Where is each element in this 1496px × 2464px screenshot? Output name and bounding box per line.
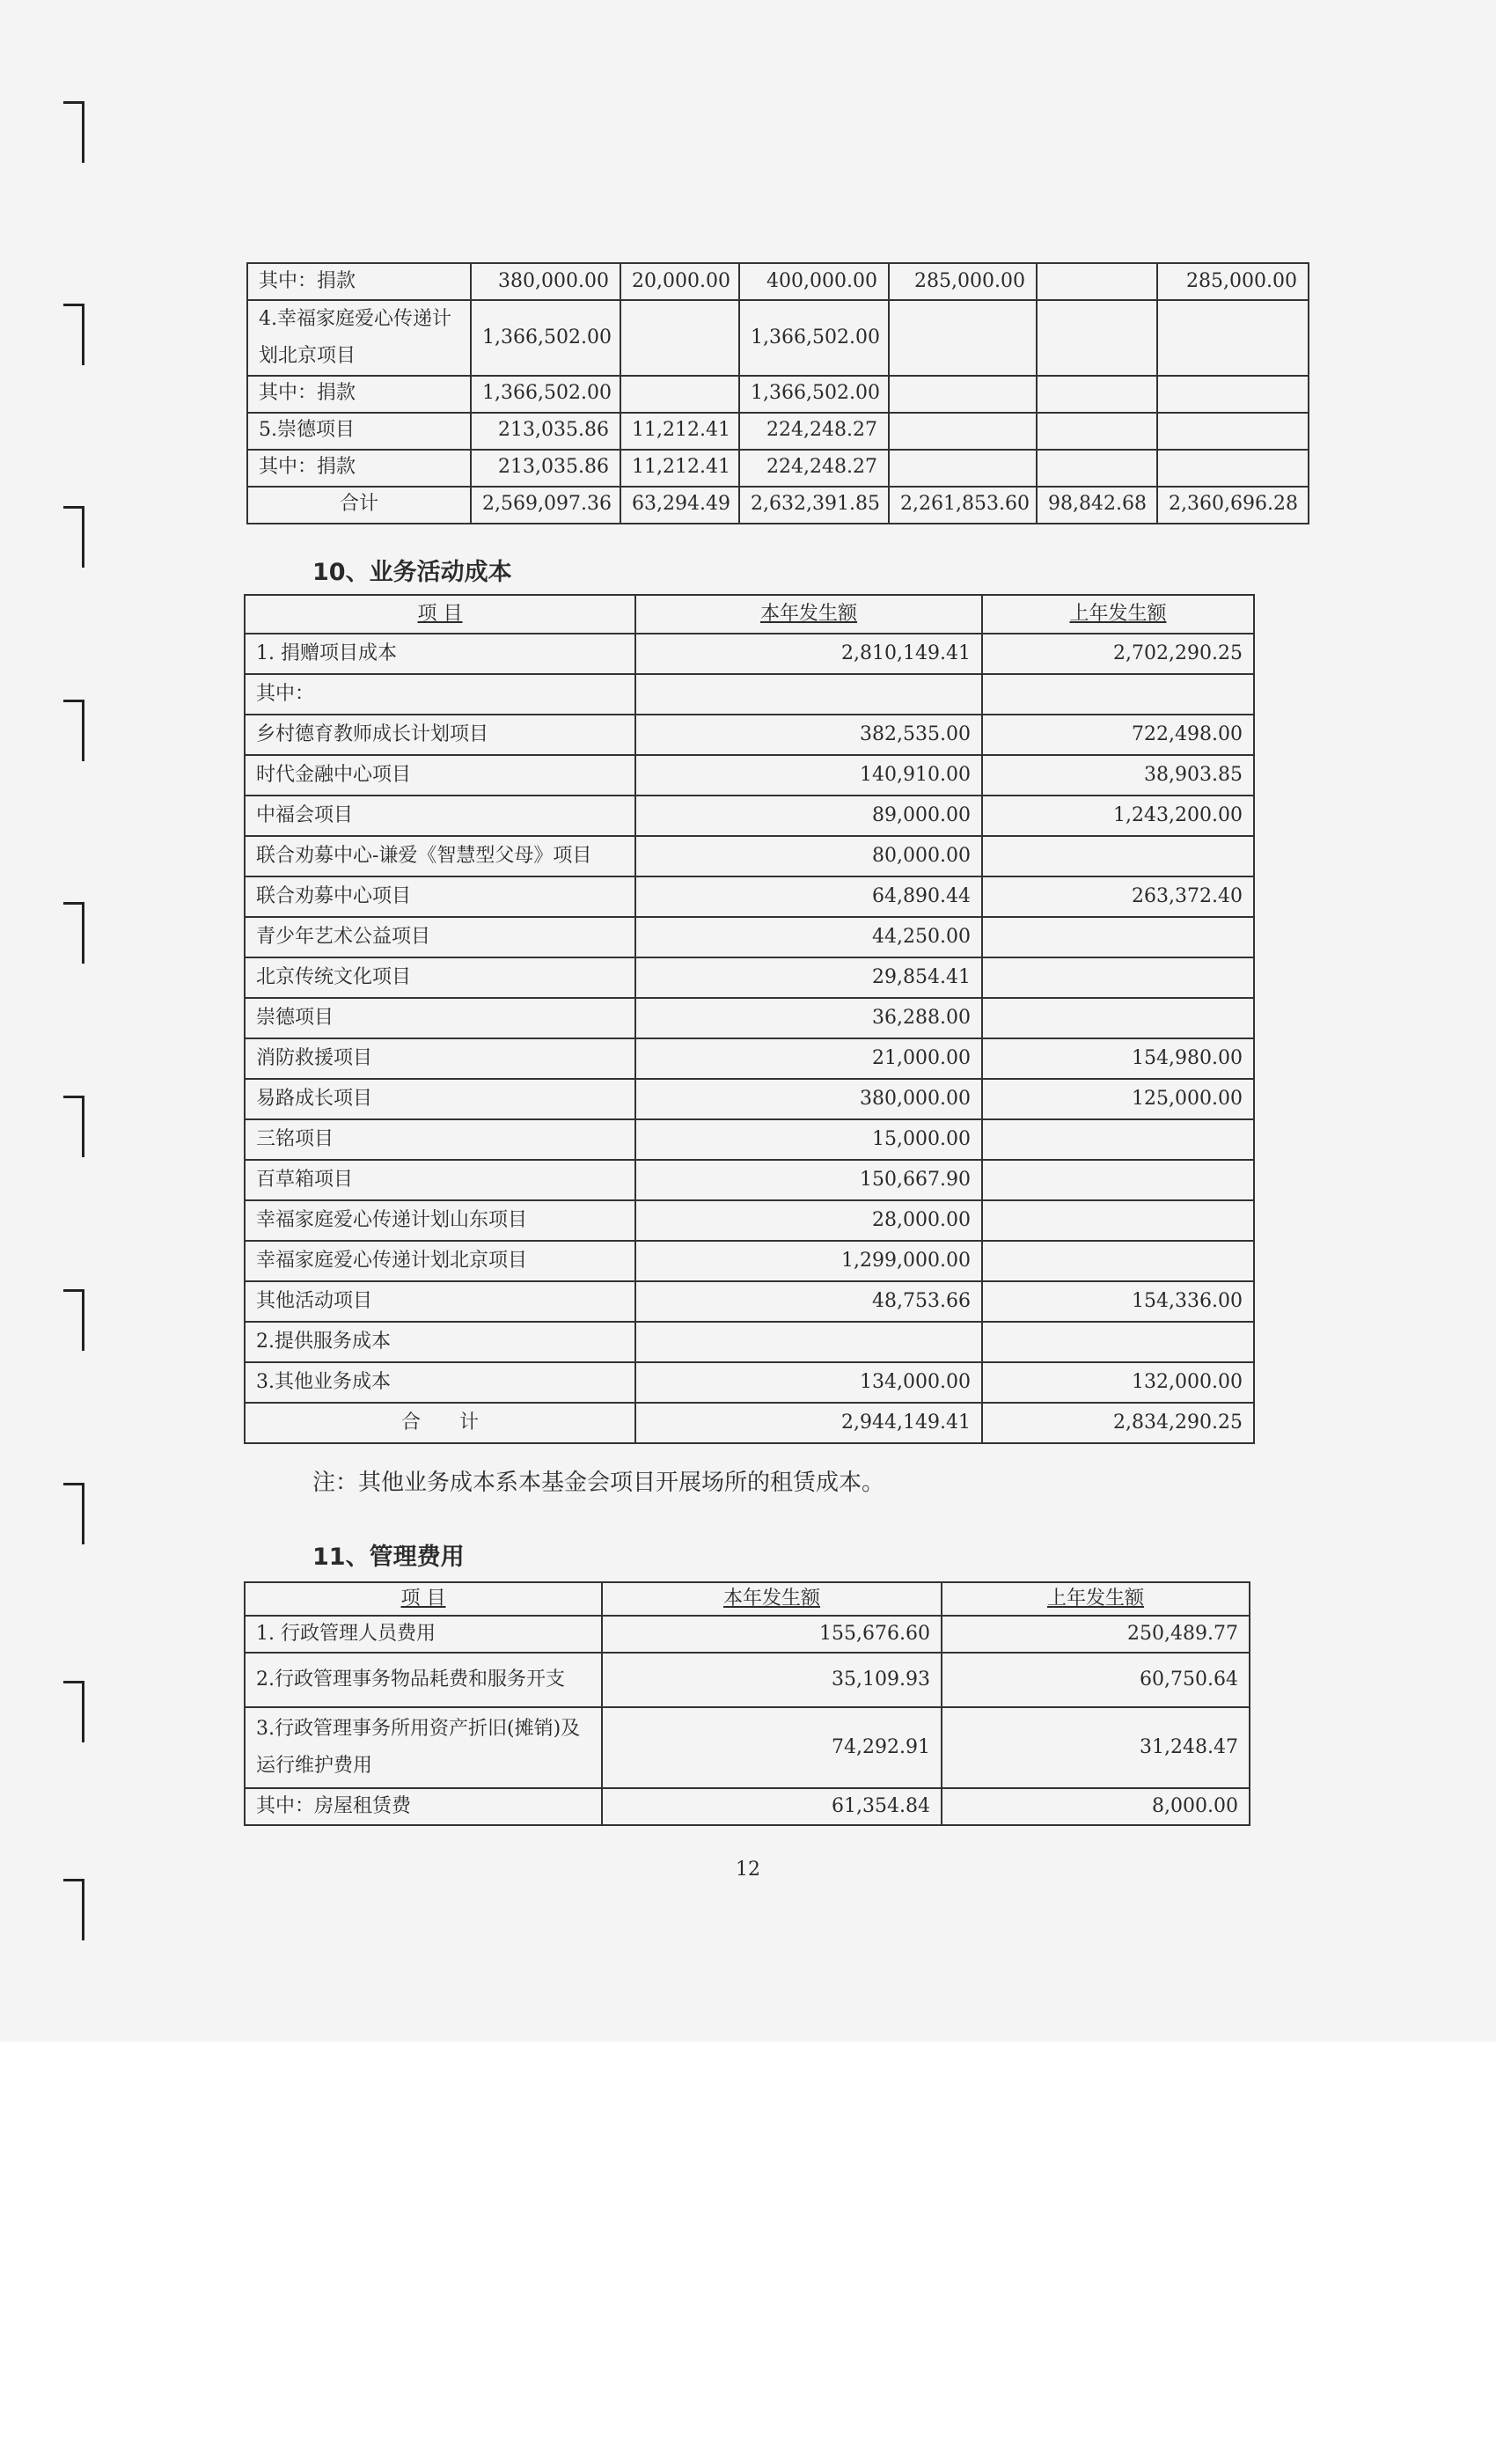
cell: 其中：捐款 (247, 376, 471, 413)
cell: 8,000.00 (942, 1788, 1250, 1825)
cell: 幸福家庭爱心传递计划山东项目 (245, 1200, 635, 1241)
cell: 2,569,097.36 (471, 487, 620, 524)
cell: 其中：捐款 (247, 450, 471, 487)
page-number: 12 (736, 1859, 760, 1881)
table-row (247, 487, 1309, 524)
cell: 61,354.84 (602, 1788, 942, 1825)
cell: 其中： (245, 674, 635, 715)
table-row (245, 1322, 1254, 1362)
cell: 285,000.00 (889, 263, 1037, 300)
cell: 2,360,696.28 (1157, 487, 1309, 524)
table-row (245, 1403, 1254, 1443)
cell: 89,000.00 (635, 796, 982, 836)
cell: 263,372.40 (982, 876, 1254, 917)
cell: 北京传统文化项目 (245, 957, 635, 998)
cell: 140,910.00 (635, 755, 982, 796)
table-row (245, 796, 1254, 836)
cell: 154,336.00 (982, 1281, 1254, 1322)
cell (635, 674, 982, 715)
cell: 5.崇德项目 (247, 413, 471, 450)
cell: 125,000.00 (982, 1079, 1254, 1119)
table-row (245, 998, 1254, 1038)
cell: 3.其他业务成本 (245, 1362, 635, 1403)
cell: 44,250.00 (635, 917, 982, 957)
binding-mark (63, 1483, 84, 1544)
cell: 154,980.00 (982, 1038, 1254, 1079)
section-10-note: 注：其他业务成本系本基金会项目开展场所的租赁成本。 (312, 1470, 885, 1496)
cell: 合计 (247, 487, 471, 524)
cell (1157, 376, 1309, 413)
binding-mark (63, 506, 84, 568)
table-row (245, 1281, 1254, 1322)
cell (889, 376, 1037, 413)
cell: 其中：捐款 (247, 263, 471, 300)
column-header: 项 目 (245, 595, 635, 634)
cell: 98,842.68 (1037, 487, 1157, 524)
cell: 213,035.86 (471, 413, 620, 450)
binding-mark (63, 304, 84, 365)
table-row (245, 1119, 1254, 1160)
cell (889, 450, 1037, 487)
cell (982, 674, 1254, 715)
cell: 63,294.49 (620, 487, 739, 524)
column-header: 上年发生额 (982, 595, 1254, 634)
cell (1157, 300, 1309, 376)
table-row (245, 957, 1254, 998)
cell: 1,366,502.00 (739, 300, 889, 376)
table-row (245, 1200, 1254, 1241)
cell (1037, 413, 1157, 450)
cell: 380,000.00 (635, 1079, 982, 1119)
cell: 285,000.00 (1157, 263, 1309, 300)
cell: 224,248.27 (739, 413, 889, 450)
binding-mark (63, 1289, 84, 1351)
cell: 幸福家庭爱心传递计划北京项目 (245, 1241, 635, 1281)
section-11-title: 11、管理费用 (312, 1544, 465, 1571)
cell: 1,366,502.00 (471, 376, 620, 413)
cell (982, 1241, 1254, 1281)
cell: 60,750.64 (942, 1653, 1250, 1707)
cell (620, 376, 739, 413)
cell (620, 300, 739, 376)
cell: 20,000.00 (620, 263, 739, 300)
cell: 38,903.85 (982, 755, 1254, 796)
table-row (245, 1362, 1254, 1403)
binding-mark (63, 1096, 84, 1157)
cell: 722,498.00 (982, 715, 1254, 755)
table-row (245, 1788, 1250, 1825)
cell: 150,667.90 (635, 1160, 982, 1200)
cell: 224,248.27 (739, 450, 889, 487)
cell (982, 1322, 1254, 1362)
table-row (247, 450, 1309, 487)
cell: 百草箱项目 (245, 1160, 635, 1200)
cell: 29,854.41 (635, 957, 982, 998)
cell: 2,810,149.41 (635, 634, 982, 674)
table-row (245, 1616, 1250, 1653)
cell: 2.提供服务成本 (245, 1322, 635, 1362)
cell: 74,292.91 (602, 1707, 942, 1788)
binding-mark (63, 1879, 84, 1940)
cell: 155,676.60 (602, 1616, 942, 1653)
cell: 青少年艺术公益项目 (245, 917, 635, 957)
cell: 48,753.66 (635, 1281, 982, 1322)
cell: 35,109.93 (602, 1653, 942, 1707)
table-row (245, 755, 1254, 796)
cell (982, 1160, 1254, 1200)
cell: 250,489.77 (942, 1616, 1250, 1653)
cell: 213,035.86 (471, 450, 620, 487)
column-header: 上年发生额 (942, 1582, 1250, 1616)
cell: 消防救援项目 (245, 1038, 635, 1079)
cell: 3.行政管理事务所用资产折旧(摊销)及运行维护费用 (245, 1707, 602, 1788)
header-row (245, 595, 1254, 634)
cell: 28,000.00 (635, 1200, 982, 1241)
binding-mark (63, 101, 84, 163)
cell (982, 836, 1254, 876)
cell (1037, 450, 1157, 487)
cell: 易路成长项目 (245, 1079, 635, 1119)
table-row (245, 1038, 1254, 1079)
cell: 2,261,853.60 (889, 487, 1037, 524)
cell: 1,243,200.00 (982, 796, 1254, 836)
cell: 380,000.00 (471, 263, 620, 300)
cell: 36,288.00 (635, 998, 982, 1038)
cell: 合 计 (245, 1403, 635, 1443)
cell (1037, 300, 1157, 376)
cell: 1. 捐赠项目成本 (245, 634, 635, 674)
cell: 1,366,502.00 (471, 300, 620, 376)
column-header: 本年发生额 (635, 595, 982, 634)
cell: 联合劝募中心-谦爱《智慧型父母》项目 (245, 836, 635, 876)
cell: 15,000.00 (635, 1119, 982, 1160)
binding-mark (63, 700, 84, 761)
cell: 132,000.00 (982, 1362, 1254, 1403)
cell (635, 1322, 982, 1362)
cell (982, 1200, 1254, 1241)
cell: 三铭项目 (245, 1119, 635, 1160)
cell: 21,000.00 (635, 1038, 982, 1079)
cell: 乡村德育教师成长计划项目 (245, 715, 635, 755)
table-row (245, 1241, 1254, 1281)
cell (982, 917, 1254, 957)
table-row (245, 876, 1254, 917)
header-row (245, 1582, 1250, 1616)
cell: 400,000.00 (739, 263, 889, 300)
table-row (247, 376, 1309, 413)
cell: 2,944,149.41 (635, 1403, 982, 1443)
table-row (247, 263, 1309, 300)
cell: 2,702,290.25 (982, 634, 1254, 674)
table-row (245, 1707, 1250, 1788)
cell: 联合劝募中心项目 (245, 876, 635, 917)
binding-mark (63, 902, 84, 964)
top-donation-table (246, 262, 1309, 524)
cell (889, 300, 1037, 376)
cell: 其他活动项目 (245, 1281, 635, 1322)
cell: 崇德项目 (245, 998, 635, 1038)
cell: 80,000.00 (635, 836, 982, 876)
cell: 11,212.41 (620, 413, 739, 450)
cell: 1. 行政管理人员费用 (245, 1616, 602, 1653)
cell: 中福会项目 (245, 796, 635, 836)
cell: 31,248.47 (942, 1707, 1250, 1788)
cell (982, 998, 1254, 1038)
cell (1037, 376, 1157, 413)
binding-mark (63, 1681, 84, 1742)
cell: 1,366,502.00 (739, 376, 889, 413)
cell: 11,212.41 (620, 450, 739, 487)
cell: 64,890.44 (635, 876, 982, 917)
management-expense-table (244, 1581, 1250, 1826)
column-header: 本年发生额 (602, 1582, 942, 1616)
section-10-title: 10、业务活动成本 (312, 559, 512, 586)
table-row (245, 917, 1254, 957)
table-row (245, 1160, 1254, 1200)
cell (1157, 450, 1309, 487)
table-row (247, 300, 1309, 376)
cell: 其中：房屋租赁费 (245, 1788, 602, 1825)
table-row (245, 836, 1254, 876)
table-row (245, 634, 1254, 674)
table-row (245, 1079, 1254, 1119)
cell (1037, 263, 1157, 300)
cell: 382,535.00 (635, 715, 982, 755)
cell: 1,299,000.00 (635, 1241, 982, 1281)
cell (889, 413, 1037, 450)
cell: 时代金融中心项目 (245, 755, 635, 796)
cell: 2.行政管理事务物品耗费和服务开支 (245, 1653, 602, 1707)
cell (1157, 413, 1309, 450)
table-row (245, 715, 1254, 755)
table-row (245, 674, 1254, 715)
cell (982, 1119, 1254, 1160)
cell: 4.幸福家庭爱心传递计划北京项目 (247, 300, 471, 376)
table-row (245, 1653, 1250, 1707)
cell: 2,834,290.25 (982, 1403, 1254, 1443)
business-cost-table (244, 594, 1255, 1444)
cell: 2,632,391.85 (739, 487, 889, 524)
table-row (247, 413, 1309, 450)
cell: 134,000.00 (635, 1362, 982, 1403)
cell (982, 957, 1254, 998)
column-header: 项 目 (245, 1582, 602, 1616)
